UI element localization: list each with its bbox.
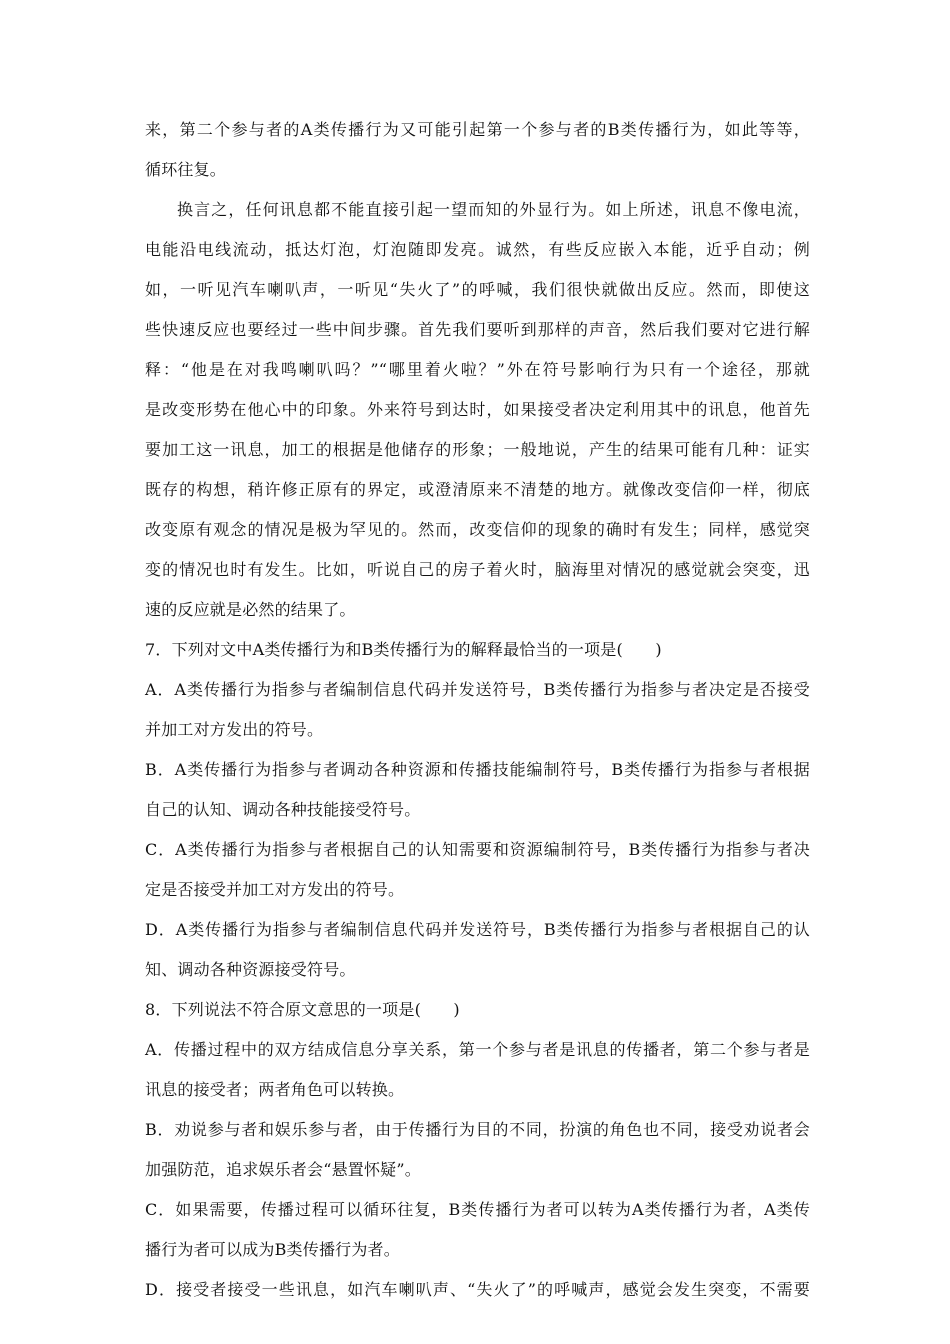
question-7-option-d: D．A类传播行为指参与者编制信息代码并发送符号，B类传播行为指参与者根据自己的认 xyxy=(145,920,810,939)
passage-line: 来，第二个参与者的A类传播行为又可能引起第一个参与者的B类传播行为，如此等等， xyxy=(145,120,810,139)
question-7-option-b-cont: 自己的认知、调动各种技能接受符号。 xyxy=(145,800,421,819)
question-7-option-c-cont: 定是否接受并加工对方发出的符号。 xyxy=(145,880,405,899)
question-8-option-c: C．如果需要，传播过程可以循环往复，B类传播行为者可以转为A类传播行为者，A类传 xyxy=(145,1200,810,1219)
question-8-option-b: B．劝说参与者和娱乐参与者，由于传播行为目的不同，扮演的角色也不同，接受劝说者会 xyxy=(145,1120,810,1139)
question-8-stem: 8．下列说法不符合原文意思的一项是( ) xyxy=(145,1000,460,1019)
passage-line: 速的反应就是必然的结果了。 xyxy=(145,600,356,619)
passage-line: 变的情况也时有发生。比如，听说自己的房子着火时，脑海里对情况的感觉就会突变，迅 xyxy=(145,560,810,579)
passage-line: 些快速反应也要经过一些中间步骤。首先我们要听到那样的声音，然后我们要对它进行解 xyxy=(145,320,810,339)
question-7-stem: 7．下列对文中A类传播行为和B类传播行为的解释最恰当的一项是( ) xyxy=(145,640,662,659)
question-7-option-c: C．A类传播行为指参与者根据自己的认知需要和资源编制符号，B类传播行为指参与者决 xyxy=(145,840,810,859)
question-8-option-d: D．接受者接受一些讯息，如汽车喇叭声、“失火了”的呼喊声，感觉会发生突变，不需要 xyxy=(145,1280,810,1299)
passage-line: 电能沿电线流动，抵达灯泡，灯泡随即发亮。诚然，有些反应嵌入本能，近乎自动；例 xyxy=(145,240,810,259)
passage-line: 是改变形势在他心中的印象。外来符号到达时，如果接受者决定利用其中的讯息，他首先 xyxy=(145,400,810,419)
question-7-option-a: A．A类传播行为指参与者编制信息代码并发送符号，B类传播行为指参与者决定是否接受 xyxy=(145,680,810,699)
question-7-option-d-cont: 知、调动各种资源接受符号。 xyxy=(145,960,356,979)
passage-line: 释：“他是在对我鸣喇叭吗？”“哪里着火啦？”外在符号影响行为只有一个途径，那就 xyxy=(145,360,810,379)
passage-line: 如，一听见汽车喇叭声，一听见“失火了”的呼喊，我们很快就做出反应。然而，即使这 xyxy=(145,280,810,299)
question-8-option-b-cont: 加强防范，追求娱乐者会“悬置怀疑”。 xyxy=(145,1160,421,1179)
passage-line: 要加工这一讯息，加工的根据是他储存的形象；一般地说，产生的结果可能有几种：证实 xyxy=(145,440,810,459)
document-page xyxy=(145,110,810,1310)
question-8-option-a-cont: 讯息的接受者；两者角色可以转换。 xyxy=(145,1080,405,1099)
passage-line: 循环往复。 xyxy=(145,160,227,179)
question-8-option-a: A．传播过程中的双方结成信息分享关系，第一个参与者是讯息的传播者，第二个参与者是 xyxy=(145,1040,810,1059)
passage-line: 改变原有观念的情况是极为罕见的。然而，改变信仰的现象的确时有发生；同样，感觉突 xyxy=(145,520,810,539)
passage-line: 换言之，任何讯息都不能直接引起一望而知的外显行为。如上所述，讯息不像电流， xyxy=(177,200,810,219)
passage-line: 既存的构想，稍许修正原有的界定，或澄清原来不清楚的地方。就像改变信仰一样，彻底 xyxy=(145,480,810,499)
question-7-option-b: B．A类传播行为指参与者调动各种资源和传播技能编制符号，B类传播行为指参与者根据 xyxy=(145,760,810,779)
question-8-option-c-cont: 播行为者可以成为B类传播行为者。 xyxy=(145,1240,400,1259)
question-7-option-a-cont: 并加工对方发出的符号。 xyxy=(145,720,324,739)
